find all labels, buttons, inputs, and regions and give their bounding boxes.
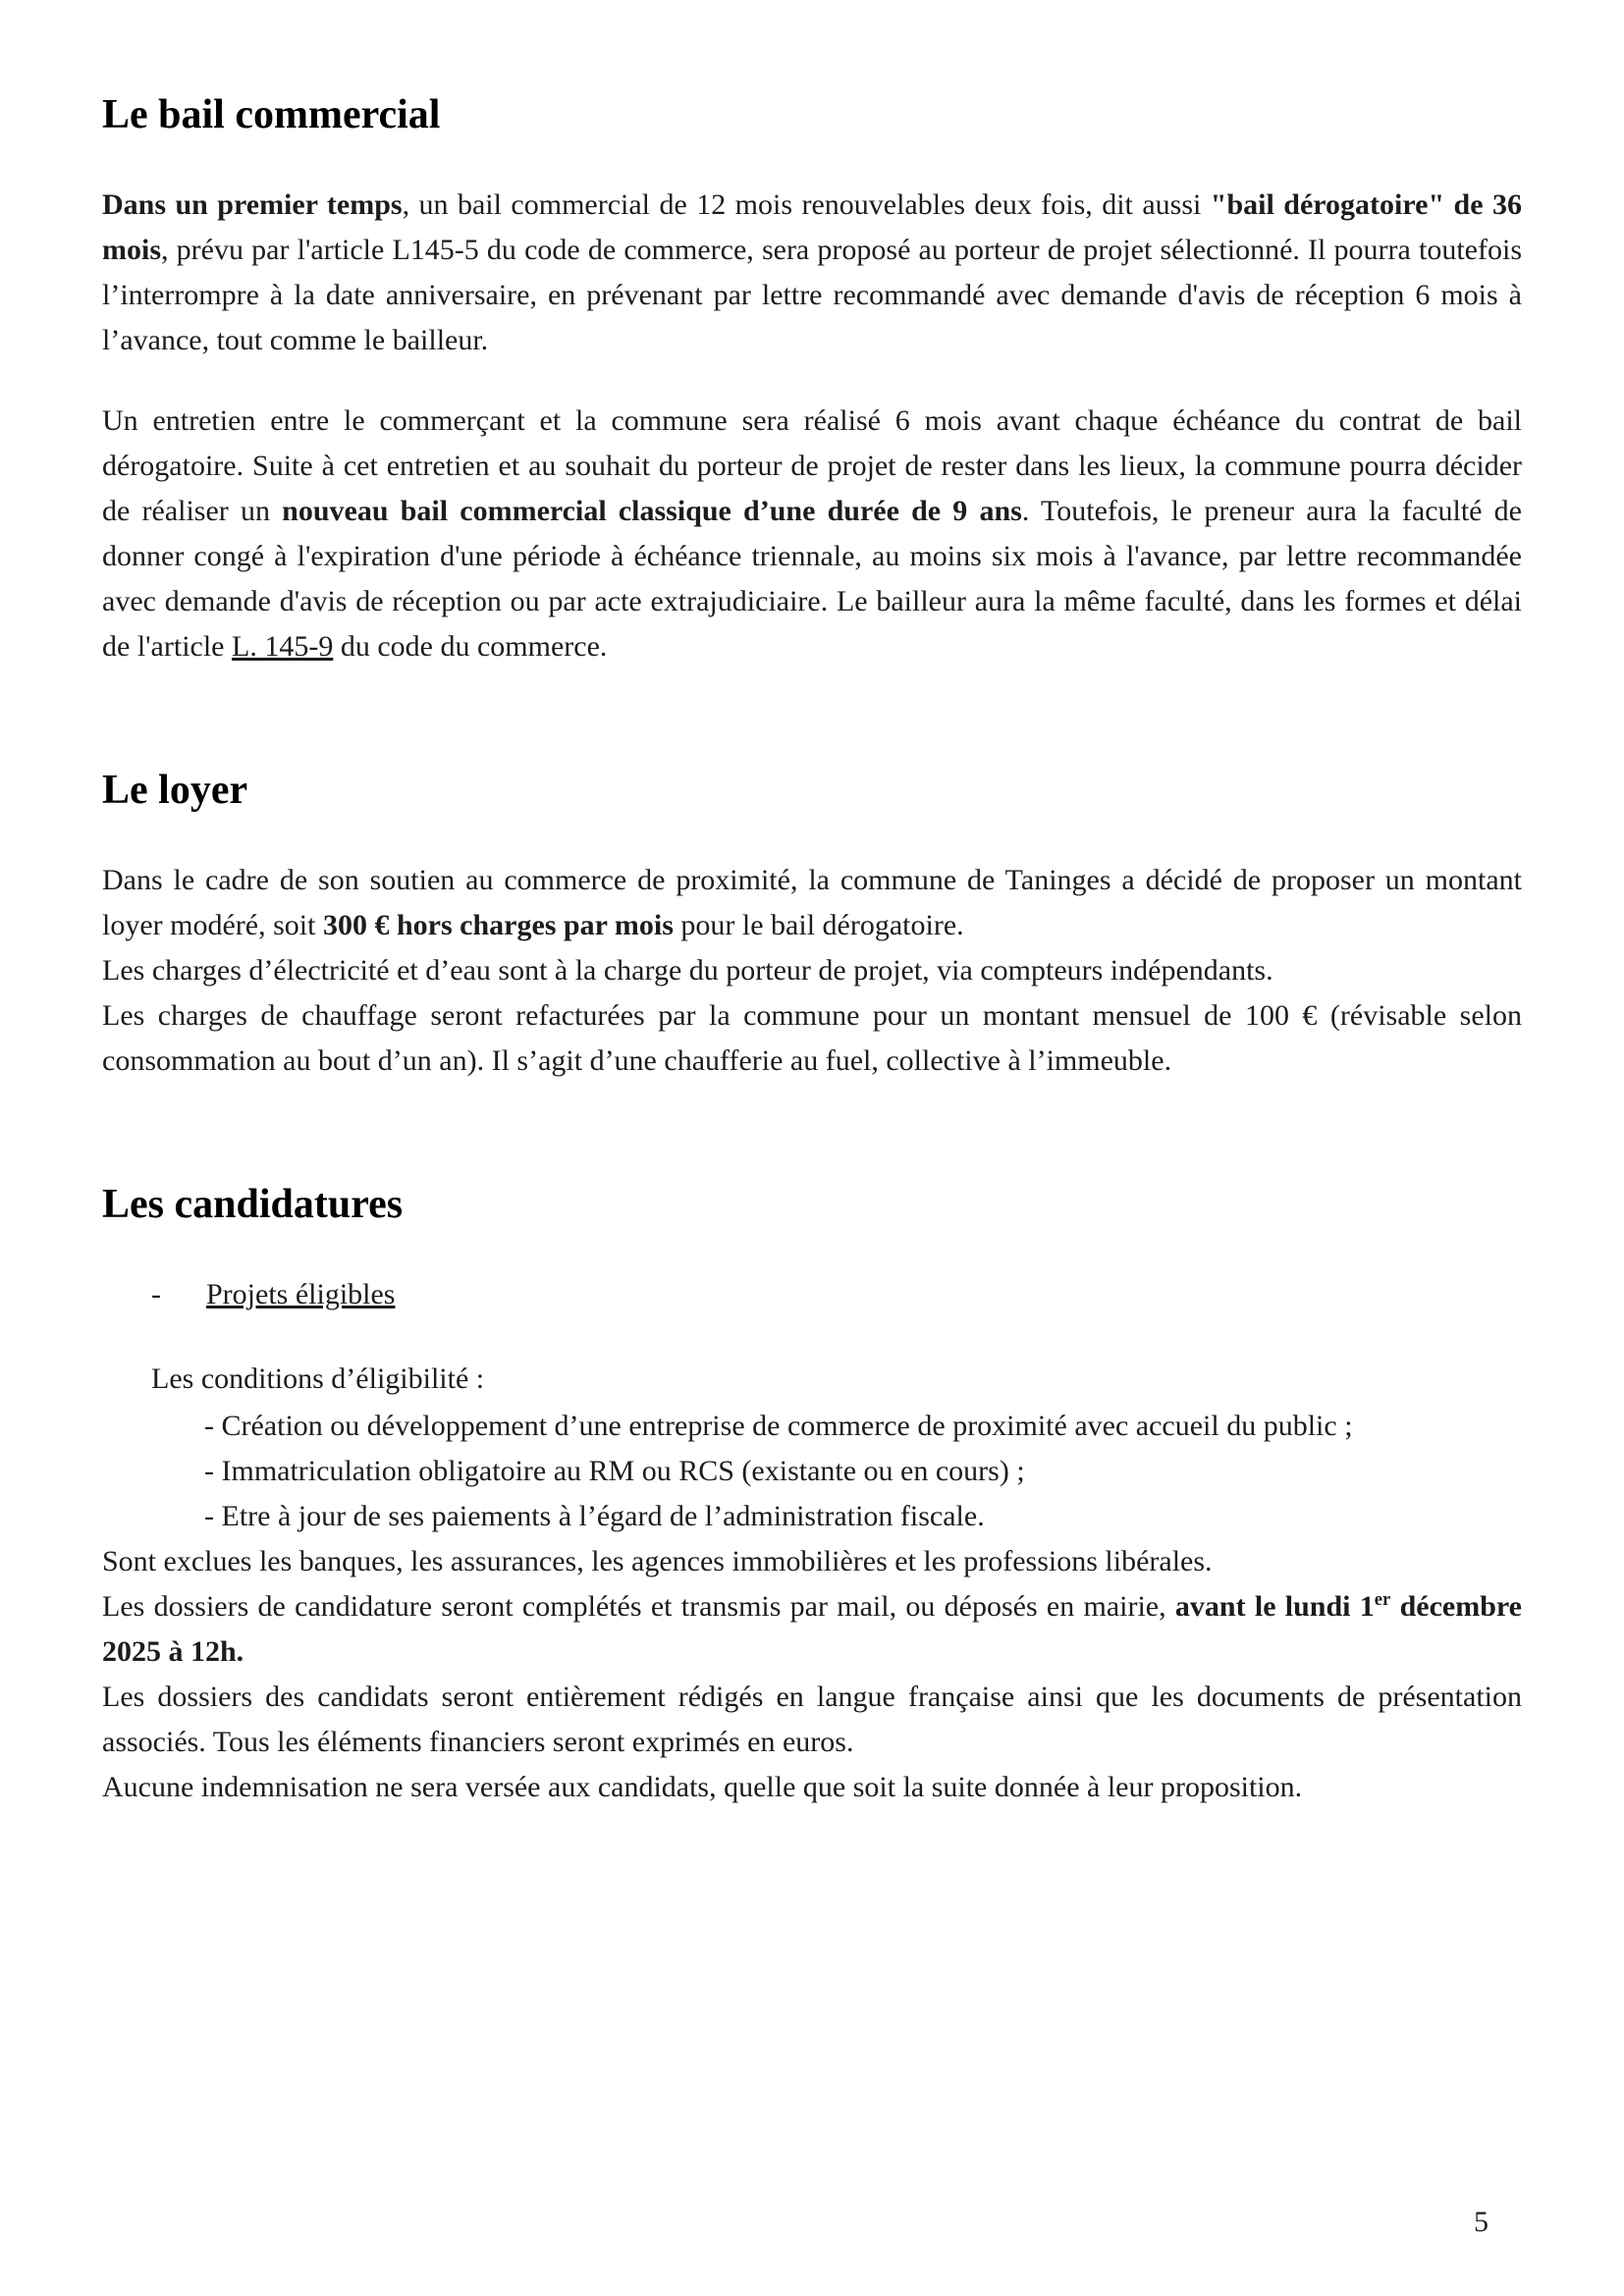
paragraph-loyer-3: Les charges de chauffage seront refacturées par la commune pour un montant mensuel de 100 € (révisable selon consommation au bout d’un an). Il s’agit d’une chaufferie au fuel, collective à l’immeuble. xyxy=(102,999,1522,1077)
text-run: du code du commerce. xyxy=(333,630,608,663)
condition-item: - Immatriculation obligatoire au RM ou RCS (existante ou en cours) ; xyxy=(204,1455,1025,1487)
text-run: . Toutefois, le preneur aura la faculté de donner congé à l'expiration d'une période à échéance triennale, au moins six mois à l'avance, par lettre recommandée avec demande d'avis de réception ou par acte extrajudiciaire. Le bailleur aura la même faculté, dans les formes et délai de l'article xyxy=(102,495,1522,663)
text-run-bold: "bail dérogatoire" de 36 mois xyxy=(102,188,1522,266)
text-run: Un entretien entre le commerçant et la commune sera réalisé 6 mois avant chaque échéance du contrat de bail dérogatoire. Suite à cet entretien et au souhait du porteur de projet de rester dans les lieux, la commune pourra décider de réaliser un xyxy=(102,404,1522,527)
paragraph-loyer-1 xyxy=(102,858,1522,948)
section-title-candidatures: Les candidatures xyxy=(102,1182,404,1227)
section-title-bail-commercial: Le bail commercial xyxy=(102,92,441,137)
paragraph-exclusions: Sont exclues les banques, les assurances, les agences immobilières et les professions libérales. xyxy=(102,1545,1213,1577)
paragraph-dossiers-deadline xyxy=(102,1584,1522,1675)
section-bail-commercial xyxy=(102,90,1522,669)
text-run-bold: avant le lundi 1 xyxy=(1174,1590,1375,1623)
text-run-bold: 300 € hors charges par mois xyxy=(322,909,674,941)
section-loyer xyxy=(102,766,1522,1084)
paragraph-bail-1 xyxy=(102,183,1522,363)
text-run-bold: décembre 2025 à 12h. xyxy=(102,1590,1522,1668)
list-item-projets-eligibles xyxy=(102,1272,1522,1317)
section-title-loyer: Le loyer xyxy=(102,768,248,813)
text-run: , prévu par l'article L145-5 du code de commerce, sera proposé au porteur de projet sélectionné. Il pourra toutefois l’interrompre à la date anniversaire, en prévenant par lettre recommandé avec demande d'avis de réception 6 mois à l’avance, tout comme le bailleur. xyxy=(102,234,1522,356)
conditions-intro: Les conditions d’éligibilité : xyxy=(151,1362,485,1395)
projets-eligibles-label: Projets éligibles xyxy=(206,1278,396,1310)
article-L145-9-link[interactable]: L. 145-9 xyxy=(232,630,334,663)
text-run: Dans le cadre de son soutien au commerce de proximité, la commune de Taninges a décidé de proposer un montant loyer modéré, soit xyxy=(102,864,1522,941)
paragraph-indemnisation: Aucune indemnisation ne sera versée aux candidats, quelle que soit la suite donnée à leur proposition. xyxy=(102,1771,1303,1803)
condition-item: - Création ou développement d’une entreprise de commerce de proximité avec accueil du public ; xyxy=(204,1410,1353,1442)
dash-bullet: - xyxy=(151,1278,161,1310)
condition-item: - Etre à jour de ses paiements à l’égard de l’administration fiscale. xyxy=(204,1500,985,1532)
text-run-bold: Dans un premier temps xyxy=(102,188,403,221)
text-run: pour le bail dérogatoire. xyxy=(673,909,964,941)
paragraph-bail-2 xyxy=(102,399,1522,669)
superscript-er: er xyxy=(1374,1589,1391,1610)
text-run-bold: nouveau bail commercial classique d’une durée de 9 ans xyxy=(282,495,1022,527)
page-number: 5 xyxy=(1474,2206,1489,2238)
section-candidatures xyxy=(102,1180,1522,1810)
text-run: , un bail commercial de 12 mois renouvelables deux fois, dit aussi xyxy=(402,188,1211,221)
text-run: Les dossiers de candidature seront complétés et transmis par mail, ou déposés en mairie, xyxy=(102,1590,1175,1623)
paragraph-loyer-2: Les charges d’électricité et d’eau sont à la charge du porteur de projet, via compteurs indépendants. xyxy=(102,954,1273,987)
paragraph-dossiers-langue: Les dossiers des candidats seront entièrement rédigés en langue française ainsi que les documents de présentation associés. Tous les éléments financiers seront exprimés en euros. xyxy=(102,1681,1522,1758)
